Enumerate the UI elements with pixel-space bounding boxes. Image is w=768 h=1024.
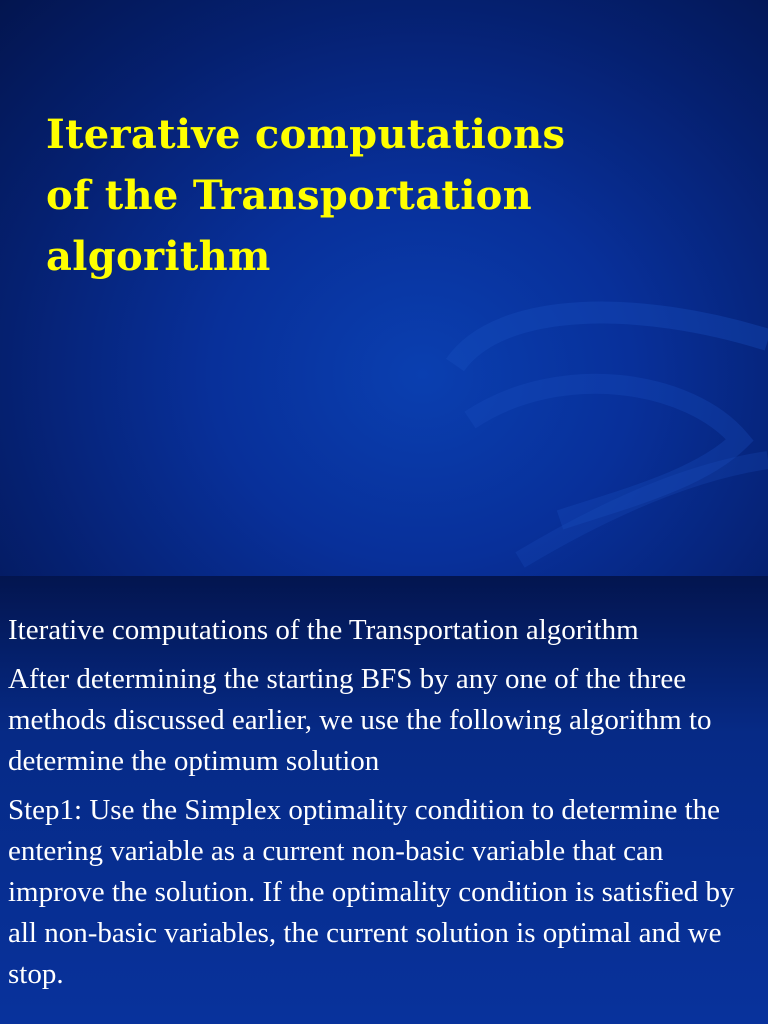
- notes-paragraph-2: Step1: Use the Simplex optimality condition to determine the entering variable as a current non-basic variable that can improve the solution. If the optimality condition is satisfied by all non-basic variables, the current solution is optimal and we stop.: [8, 794, 735, 990]
- slide-title-line-1: Iterative computations: [46, 111, 566, 158]
- notes-paragraph-1: After determining the starting BFS by any one of the three methods discussed earlier, we use the following algorithm to determine the optimum solution: [8, 663, 712, 777]
- slide-title-line-3: algorithm: [46, 233, 271, 280]
- slide-title: [46, 104, 726, 287]
- notes-text: [8, 610, 760, 1003]
- notes-heading: Iterative computations of the Transportation algorithm: [8, 614, 639, 646]
- slide-title-line-2: of the Transportation: [46, 172, 533, 219]
